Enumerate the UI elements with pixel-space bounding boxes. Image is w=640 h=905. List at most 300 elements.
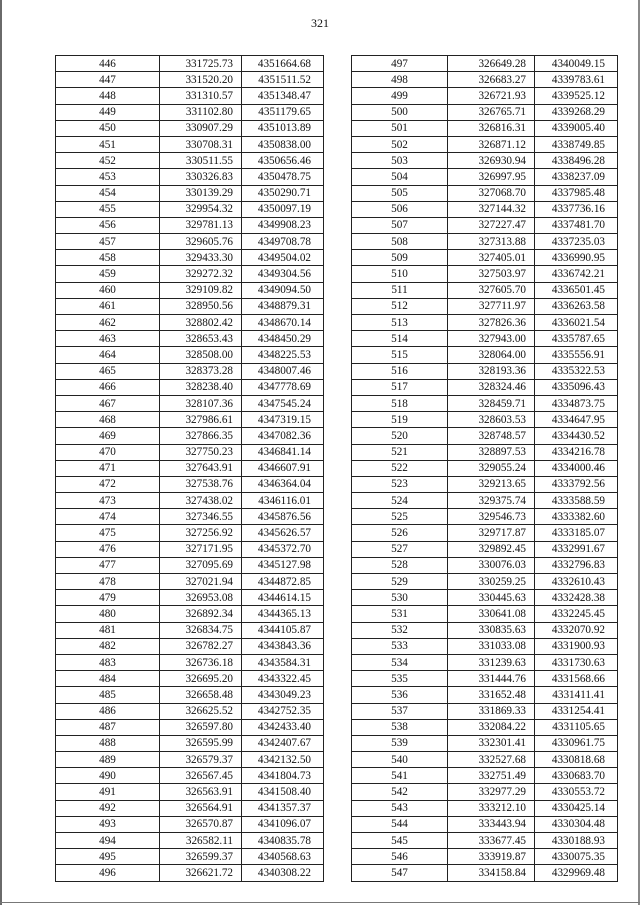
table-row (56, 703, 324, 719)
x-coordinate-cell: 333677.45 (448, 833, 535, 849)
y-coordinate-cell: 4341804.73 (242, 768, 324, 784)
point-number-cell: 484 (56, 671, 160, 687)
table-row (352, 493, 618, 509)
y-coordinate-cell: 4336742.21 (535, 266, 618, 282)
y-coordinate-cell: 4341357.37 (242, 800, 324, 816)
x-coordinate-cell: 328950.56 (160, 298, 242, 314)
point-number-cell: 453 (56, 169, 160, 185)
table-row (352, 282, 618, 298)
y-coordinate-cell: 4337985.48 (535, 185, 618, 201)
table-row (352, 217, 618, 233)
table-row (352, 541, 618, 557)
table-row (352, 719, 618, 735)
point-number-cell: 463 (56, 331, 160, 347)
table-row (352, 509, 618, 525)
point-number-cell: 504 (352, 169, 448, 185)
table-row (56, 671, 324, 687)
x-coordinate-cell: 330445.63 (448, 590, 535, 606)
point-number-cell: 542 (352, 784, 448, 800)
x-coordinate-cell: 333443.94 (448, 816, 535, 832)
table-row (56, 104, 324, 120)
x-coordinate-cell: 326597.80 (160, 719, 242, 735)
x-coordinate-cell: 329272.32 (160, 266, 242, 282)
x-coordinate-cell: 327750.23 (160, 444, 242, 460)
x-coordinate-cell: 330641.08 (448, 606, 535, 622)
point-number-cell: 488 (56, 735, 160, 751)
point-number-cell: 535 (352, 671, 448, 687)
y-coordinate-cell: 4340835.78 (242, 833, 324, 849)
x-coordinate-cell: 332527.68 (448, 752, 535, 768)
point-number-cell: 536 (352, 687, 448, 703)
y-coordinate-cell: 4345127.98 (242, 557, 324, 573)
table-row (352, 444, 618, 460)
table-row (56, 654, 324, 670)
x-coordinate-cell: 327643.91 (160, 460, 242, 476)
table-row (352, 56, 618, 72)
y-coordinate-cell: 4347778.69 (242, 379, 324, 395)
x-coordinate-cell: 326997.95 (448, 169, 535, 185)
x-coordinate-cell: 327346.55 (160, 509, 242, 525)
point-number-cell: 505 (352, 185, 448, 201)
x-coordinate-cell: 326892.34 (160, 606, 242, 622)
point-number-cell: 534 (352, 654, 448, 670)
point-number-cell: 460 (56, 282, 160, 298)
point-number-cell: 508 (352, 234, 448, 250)
x-coordinate-cell: 327144.32 (448, 201, 535, 217)
y-coordinate-cell: 4349908.23 (242, 217, 324, 233)
point-number-cell: 474 (56, 509, 160, 525)
point-number-cell: 498 (352, 72, 448, 88)
table-row (352, 250, 618, 266)
x-coordinate-cell: 329717.87 (448, 525, 535, 541)
point-number-cell: 499 (352, 88, 448, 104)
point-number-cell: 450 (56, 120, 160, 136)
table-row (56, 622, 324, 638)
x-coordinate-cell: 331310.57 (160, 88, 242, 104)
point-number-cell: 515 (352, 347, 448, 363)
y-coordinate-cell: 4332070.92 (535, 622, 618, 638)
y-coordinate-cell: 4351013.89 (242, 120, 324, 136)
x-coordinate-cell: 332977.29 (448, 784, 535, 800)
table-row (352, 622, 618, 638)
table-row (56, 120, 324, 136)
y-coordinate-cell: 4332610.43 (535, 574, 618, 590)
y-coordinate-cell: 4334873.75 (535, 395, 618, 411)
y-coordinate-cell: 4343322.45 (242, 671, 324, 687)
y-coordinate-cell: 4338237.09 (535, 169, 618, 185)
y-coordinate-cell: 4331568.66 (535, 671, 618, 687)
table-row (56, 395, 324, 411)
x-coordinate-cell: 330835.63 (448, 622, 535, 638)
table-row (56, 363, 324, 379)
point-number-cell: 538 (352, 719, 448, 735)
table-row (56, 638, 324, 654)
point-number-cell: 448 (56, 88, 160, 104)
table-row (352, 363, 618, 379)
y-coordinate-cell: 4335556.91 (535, 347, 618, 363)
y-coordinate-cell: 4337736.16 (535, 201, 618, 217)
x-coordinate-cell: 328107.36 (160, 395, 242, 411)
y-coordinate-cell: 4346841.14 (242, 444, 324, 460)
page-number: 321 (311, 16, 329, 30)
table-row (56, 460, 324, 476)
table-row (56, 509, 324, 525)
point-number-cell: 469 (56, 428, 160, 444)
point-number-cell: 482 (56, 638, 160, 654)
y-coordinate-cell: 4336263.58 (535, 298, 618, 314)
y-coordinate-cell: 4333382.60 (535, 509, 618, 525)
x-coordinate-cell: 326721.93 (448, 88, 535, 104)
point-number-cell: 489 (56, 752, 160, 768)
point-number-cell: 493 (56, 816, 160, 832)
table-row (56, 298, 324, 314)
y-coordinate-cell: 4330425.14 (535, 800, 618, 816)
point-number-cell: 532 (352, 622, 448, 638)
y-coordinate-cell: 4332428.38 (535, 590, 618, 606)
point-number-cell: 527 (352, 541, 448, 557)
x-coordinate-cell: 327866.35 (160, 428, 242, 444)
table-row (352, 234, 618, 250)
y-coordinate-cell: 4337235.03 (535, 234, 618, 250)
x-coordinate-cell: 332084.22 (448, 719, 535, 735)
table-row (352, 169, 618, 185)
y-coordinate-cell: 4344614.15 (242, 590, 324, 606)
point-number-cell: 522 (352, 460, 448, 476)
table-row (352, 735, 618, 751)
point-number-cell: 465 (56, 363, 160, 379)
y-coordinate-cell: 4349504.02 (242, 250, 324, 266)
table-row (56, 590, 324, 606)
y-coordinate-cell: 4335322.53 (535, 363, 618, 379)
y-coordinate-cell: 4336990.95 (535, 250, 618, 266)
x-coordinate-cell: 327256.92 (160, 525, 242, 541)
point-number-cell: 473 (56, 493, 160, 509)
table-row (352, 654, 618, 670)
point-number-cell: 494 (56, 833, 160, 849)
table-row (352, 201, 618, 217)
table-row (56, 687, 324, 703)
table-row (56, 331, 324, 347)
y-coordinate-cell: 4330553.72 (535, 784, 618, 800)
point-number-cell: 545 (352, 833, 448, 849)
x-coordinate-cell: 328238.40 (160, 379, 242, 395)
y-coordinate-cell: 4344105.87 (242, 622, 324, 638)
y-coordinate-cell: 4347319.15 (242, 412, 324, 428)
x-coordinate-cell: 327711.97 (448, 298, 535, 314)
x-coordinate-cell: 327095.69 (160, 557, 242, 573)
point-number-cell: 452 (56, 153, 160, 169)
y-coordinate-cell: 4331105.65 (535, 719, 618, 735)
y-coordinate-cell: 4342752.35 (242, 703, 324, 719)
x-coordinate-cell: 328324.46 (448, 379, 535, 395)
x-coordinate-cell: 328802.42 (160, 315, 242, 331)
point-number-cell: 512 (352, 298, 448, 314)
y-coordinate-cell: 4333792.56 (535, 476, 618, 492)
table-row (56, 88, 324, 104)
x-coordinate-cell: 334158.84 (448, 865, 535, 881)
point-number-cell: 476 (56, 541, 160, 557)
table-row (352, 606, 618, 622)
x-coordinate-cell: 327405.01 (448, 250, 535, 266)
y-coordinate-cell: 4350478.75 (242, 169, 324, 185)
point-number-cell: 451 (56, 136, 160, 152)
table-row (352, 298, 618, 314)
x-coordinate-cell: 333212.10 (448, 800, 535, 816)
y-coordinate-cell: 4349094.50 (242, 282, 324, 298)
point-number-cell: 480 (56, 606, 160, 622)
x-coordinate-cell: 326834.75 (160, 622, 242, 638)
point-number-cell: 490 (56, 768, 160, 784)
y-coordinate-cell: 4347082.36 (242, 428, 324, 444)
y-coordinate-cell: 4331254.41 (535, 703, 618, 719)
point-number-cell: 462 (56, 315, 160, 331)
x-coordinate-cell: 330139.29 (160, 185, 242, 201)
y-coordinate-cell: 4337481.70 (535, 217, 618, 233)
table-row (56, 849, 324, 865)
x-coordinate-cell: 330076.03 (448, 557, 535, 573)
table-row (352, 153, 618, 169)
point-number-cell: 519 (352, 412, 448, 428)
table-row (56, 816, 324, 832)
x-coordinate-cell: 326579.37 (160, 752, 242, 768)
y-coordinate-cell: 4341096.07 (242, 816, 324, 832)
table-row (56, 557, 324, 573)
x-coordinate-cell: 327538.76 (160, 476, 242, 492)
table-row (56, 444, 324, 460)
point-number-cell: 500 (352, 104, 448, 120)
point-number-cell: 547 (352, 865, 448, 881)
y-coordinate-cell: 4338749.85 (535, 136, 618, 152)
y-coordinate-cell: 4331900.93 (535, 638, 618, 654)
x-coordinate-cell: 331520.20 (160, 72, 242, 88)
point-number-cell: 513 (352, 315, 448, 331)
x-coordinate-cell: 328193.36 (448, 363, 535, 379)
x-coordinate-cell: 332301.41 (448, 735, 535, 751)
y-coordinate-cell: 4343843.36 (242, 638, 324, 654)
point-number-cell: 529 (352, 574, 448, 590)
x-coordinate-cell: 326695.20 (160, 671, 242, 687)
table-row (56, 574, 324, 590)
point-number-cell: 514 (352, 331, 448, 347)
y-coordinate-cell: 4344365.13 (242, 606, 324, 622)
point-number-cell: 492 (56, 800, 160, 816)
x-coordinate-cell: 329892.45 (448, 541, 535, 557)
y-coordinate-cell: 4348007.46 (242, 363, 324, 379)
x-coordinate-cell: 329605.76 (160, 234, 242, 250)
x-coordinate-cell: 327171.95 (160, 541, 242, 557)
point-number-cell: 457 (56, 234, 160, 250)
y-coordinate-cell: 4334216.78 (535, 444, 618, 460)
x-coordinate-cell: 328373.28 (160, 363, 242, 379)
y-coordinate-cell: 4339268.29 (535, 104, 618, 120)
x-coordinate-cell: 328459.71 (448, 395, 535, 411)
table-row (352, 428, 618, 444)
coordinates-table-right-body (352, 56, 618, 882)
x-coordinate-cell: 331239.63 (448, 654, 535, 670)
point-number-cell: 467 (56, 395, 160, 411)
x-coordinate-cell: 326736.18 (160, 654, 242, 670)
table-row (352, 784, 618, 800)
point-number-cell: 503 (352, 153, 448, 169)
y-coordinate-cell: 4329969.48 (535, 865, 618, 881)
point-number-cell: 541 (352, 768, 448, 784)
table-row (56, 784, 324, 800)
table-row (352, 120, 618, 136)
table-row (352, 687, 618, 703)
x-coordinate-cell: 327943.00 (448, 331, 535, 347)
y-coordinate-cell: 4332796.83 (535, 557, 618, 573)
table-row (56, 136, 324, 152)
table-row (56, 752, 324, 768)
y-coordinate-cell: 4345626.57 (242, 525, 324, 541)
point-number-cell: 447 (56, 72, 160, 88)
point-number-cell: 516 (352, 363, 448, 379)
x-coordinate-cell: 331102.80 (160, 104, 242, 120)
table-row (352, 768, 618, 784)
table-row (352, 347, 618, 363)
point-number-cell: 468 (56, 412, 160, 428)
x-coordinate-cell: 327068.70 (448, 185, 535, 201)
table-row (352, 379, 618, 395)
x-coordinate-cell: 328748.57 (448, 428, 535, 444)
table-row (352, 703, 618, 719)
point-number-cell: 475 (56, 525, 160, 541)
point-number-cell: 520 (352, 428, 448, 444)
point-number-cell: 526 (352, 525, 448, 541)
table-row (352, 752, 618, 768)
x-coordinate-cell: 327438.02 (160, 493, 242, 509)
table-row (352, 88, 618, 104)
x-coordinate-cell: 331725.73 (160, 56, 242, 72)
y-coordinate-cell: 4330304.48 (535, 816, 618, 832)
x-coordinate-cell: 331444.76 (448, 671, 535, 687)
point-number-cell: 506 (352, 201, 448, 217)
point-number-cell: 477 (56, 557, 160, 573)
y-coordinate-cell: 4351348.47 (242, 88, 324, 104)
point-number-cell: 531 (352, 606, 448, 622)
point-number-cell: 466 (56, 379, 160, 395)
x-coordinate-cell: 329375.74 (448, 493, 535, 509)
table-row (56, 72, 324, 88)
point-number-cell: 530 (352, 590, 448, 606)
point-number-cell: 523 (352, 476, 448, 492)
y-coordinate-cell: 4351511.52 (242, 72, 324, 88)
y-coordinate-cell: 4333588.59 (535, 493, 618, 509)
y-coordinate-cell: 4347545.24 (242, 395, 324, 411)
point-number-cell: 491 (56, 784, 160, 800)
y-coordinate-cell: 4340568.63 (242, 849, 324, 865)
x-coordinate-cell: 326567.45 (160, 768, 242, 784)
x-coordinate-cell: 331033.08 (448, 638, 535, 654)
table-row (56, 606, 324, 622)
table-row (352, 638, 618, 654)
x-coordinate-cell: 326564.91 (160, 800, 242, 816)
y-coordinate-cell: 4349708.78 (242, 234, 324, 250)
point-number-cell: 517 (352, 379, 448, 395)
point-number-cell: 510 (352, 266, 448, 282)
x-coordinate-cell: 326683.27 (448, 72, 535, 88)
y-coordinate-cell: 4333185.07 (535, 525, 618, 541)
page-edge-bottom (0, 902, 640, 903)
point-number-cell: 537 (352, 703, 448, 719)
y-coordinate-cell: 4330818.68 (535, 752, 618, 768)
y-coordinate-cell: 4346364.04 (242, 476, 324, 492)
point-number-cell: 495 (56, 849, 160, 865)
y-coordinate-cell: 4341508.40 (242, 784, 324, 800)
x-coordinate-cell: 327986.61 (160, 412, 242, 428)
y-coordinate-cell: 4340308.22 (242, 865, 324, 881)
point-number-cell: 539 (352, 735, 448, 751)
x-coordinate-cell: 326599.37 (160, 849, 242, 865)
point-number-cell: 458 (56, 250, 160, 266)
y-coordinate-cell: 4339005.40 (535, 120, 618, 136)
y-coordinate-cell: 4334647.95 (535, 412, 618, 428)
x-coordinate-cell: 329213.65 (448, 476, 535, 492)
table-row (352, 525, 618, 541)
point-number-cell: 479 (56, 590, 160, 606)
coordinates-table-right (351, 55, 618, 882)
y-coordinate-cell: 4351179.65 (242, 104, 324, 120)
x-coordinate-cell: 332751.49 (448, 768, 535, 784)
point-number-cell: 483 (56, 654, 160, 670)
table-row (56, 833, 324, 849)
y-coordinate-cell: 4346607.91 (242, 460, 324, 476)
point-number-cell: 525 (352, 509, 448, 525)
y-coordinate-cell: 4336021.54 (535, 315, 618, 331)
table-row (56, 250, 324, 266)
x-coordinate-cell: 326816.31 (448, 120, 535, 136)
point-number-cell: 455 (56, 201, 160, 217)
point-number-cell: 449 (56, 104, 160, 120)
y-coordinate-cell: 4330683.70 (535, 768, 618, 784)
x-coordinate-cell: 326649.28 (448, 56, 535, 72)
table-row (352, 590, 618, 606)
x-coordinate-cell: 327021.94 (160, 574, 242, 590)
x-coordinate-cell: 327313.88 (448, 234, 535, 250)
y-coordinate-cell: 4338496.28 (535, 153, 618, 169)
y-coordinate-cell: 4350838.00 (242, 136, 324, 152)
table-row (56, 800, 324, 816)
x-coordinate-cell: 328603.53 (448, 412, 535, 428)
point-number-cell: 524 (352, 493, 448, 509)
y-coordinate-cell: 4351664.68 (242, 56, 324, 72)
y-coordinate-cell: 4330961.75 (535, 735, 618, 751)
x-coordinate-cell: 333919.87 (448, 849, 535, 865)
x-coordinate-cell: 330326.83 (160, 169, 242, 185)
table-row (56, 282, 324, 298)
y-coordinate-cell: 4331730.63 (535, 654, 618, 670)
table-row (352, 800, 618, 816)
table-row (56, 153, 324, 169)
table-row (56, 315, 324, 331)
y-coordinate-cell: 4334000.46 (535, 460, 618, 476)
point-number-cell: 454 (56, 185, 160, 201)
point-number-cell: 521 (352, 444, 448, 460)
point-number-cell: 497 (352, 56, 448, 72)
y-coordinate-cell: 4332991.67 (535, 541, 618, 557)
table-row (352, 72, 618, 88)
point-number-cell: 471 (56, 460, 160, 476)
x-coordinate-cell: 330907.29 (160, 120, 242, 136)
x-coordinate-cell: 330511.55 (160, 153, 242, 169)
table-row (56, 217, 324, 233)
y-coordinate-cell: 4340049.15 (535, 56, 618, 72)
x-coordinate-cell: 326570.87 (160, 816, 242, 832)
x-coordinate-cell: 328653.43 (160, 331, 242, 347)
point-number-cell: 459 (56, 266, 160, 282)
x-coordinate-cell: 326621.72 (160, 865, 242, 881)
x-coordinate-cell: 326871.12 (448, 136, 535, 152)
